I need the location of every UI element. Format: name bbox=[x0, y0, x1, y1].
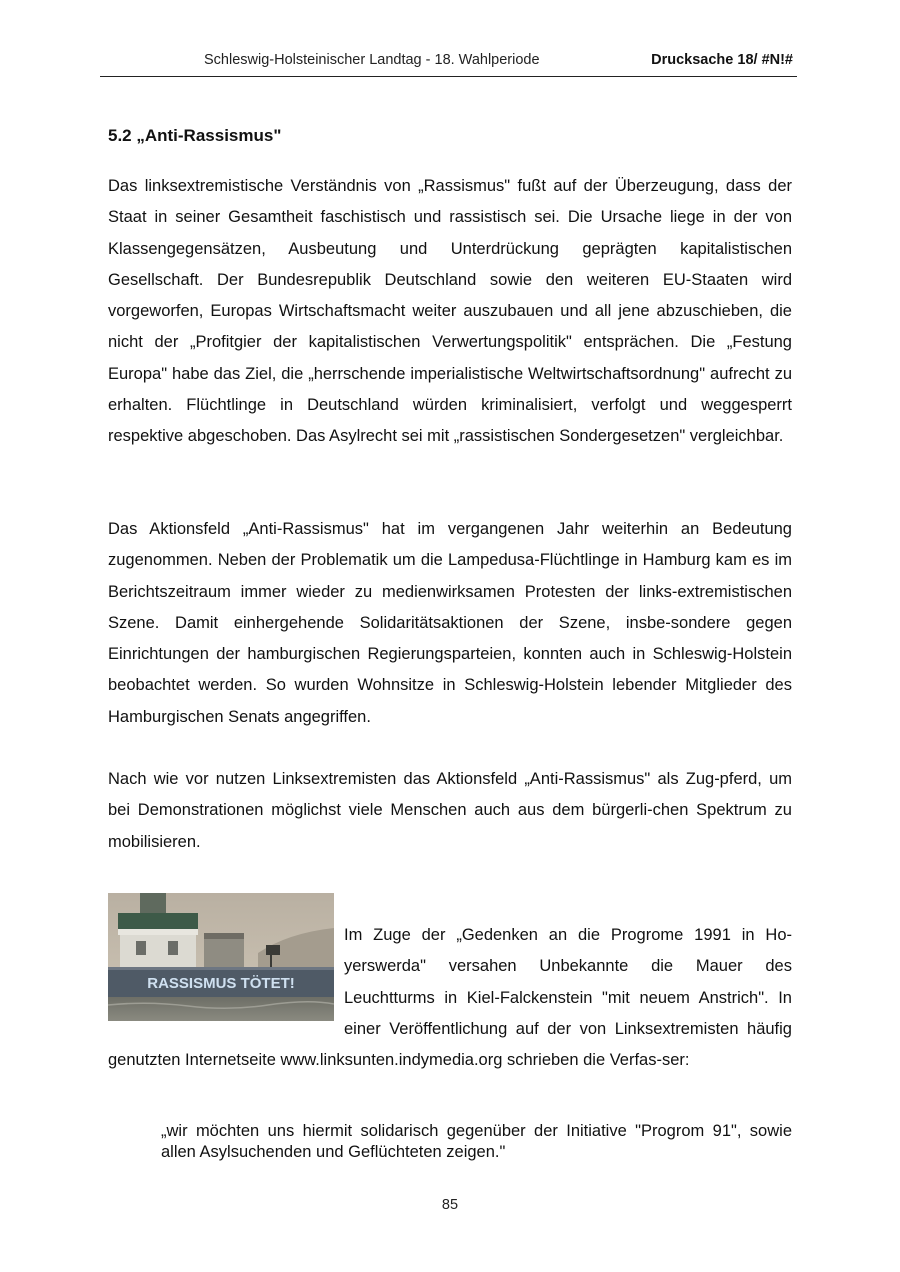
paragraph-3: Nach wie vor nutzen Linksextremisten das Aktionsfeld „Anti-Rassismus" als Zug-pferd, um bei Demonstrationen möglichst viele Menschen auch aus dem bürgerli-chen Spektrum zu mobilisieren. bbox=[108, 770, 792, 851]
block-quote: „wir möchten uns hiermit solidarisch gegenüber der Initiative "Progrom 91", sowie allen Asylsuchenden und Geflüchteten zeigen." bbox=[161, 1122, 792, 1161]
paragraph-1: Das linksextremistische Verständnis von „Rassismus" fußt auf der Überzeugung, dass der Staat in seiner Gesamtheit faschistisch und rassistisch sei. Die Ursache liege in der von Klassengegensätzen, Ausbeutung und Unterdrückung geprägten kapitalistischen Gesellschaft. Der Bundesrepublik Deutschland sowie den weiteren EU-Staaten wird vorgeworfen, Europas Wirtschaftsmacht weiter auszubauen und all jene abzuschieben, die nicht der „Profitgier der kapitalistischen Verwertungspolitik" entsprächen. Die „Festung Europa" habe das Ziel, die „herrschende imperialistische Weltwirtschaftsordnung" aufrecht zu erhalten. Flüchtlinge in Deutschland würden kriminalisiert, verfolgt und weggesperrt respektive abgeschoben. Das Asylrecht sei mit „rassistischen Sondergesetzen" vergleichbar. bbox=[108, 177, 792, 446]
graffiti-text: RASSISMUS TÖTET! bbox=[147, 975, 295, 992]
lighthouse-photo bbox=[108, 893, 334, 1021]
lighthouse-photo-graphic bbox=[108, 893, 334, 1021]
paragraph-2: Das Aktionsfeld „Anti-Rassismus" hat im vergangenen Jahr weiterhin an Bedeutung zugenommen. Neben der Problematik um die Lampedusa-Flüchtlinge in Hamburg kam es im Berichtszeitraum immer wieder zu medienwirksamen Protesten der links-extremistischen Szene. Damit einhergehende Solidaritätsaktionen der Szene, insbe-sondere gegen Einrichtungen der hamburgischen Regierungsparteien, konnten auch in Schleswig-Holstein beobachtet werden. So wurden Wohnsitze in Schleswig-Holstein lebender Mitglieder des Hamburgischen Senats angegriffen. bbox=[108, 520, 792, 726]
page-header bbox=[100, 50, 797, 77]
header-title: Schleswig-Holsteinischer Landtag - 18. Wahlperiode bbox=[204, 52, 540, 68]
figure-paragraph: Im Zuge der „Gedenken an die Progrome 1991 in Ho-yerswerda" versahen Unbekannte die Mauer des Leuchtturms in Kiel-Falckenstein "mit neuem Anstrich". In einer Veröffentlichung auf der von Linksextremisten häufig genutzten Internetseite www.linksunten.indymedia.org schrieben die Verfas-ser: bbox=[108, 926, 792, 1070]
header-doc-number: Drucksache 18/ #N!# bbox=[651, 52, 793, 68]
section-title: 5.2 „Anti-Rassismus" bbox=[108, 126, 282, 145]
figure-text-block bbox=[108, 920, 792, 1076]
page-number: 85 bbox=[441, 1197, 459, 1213]
